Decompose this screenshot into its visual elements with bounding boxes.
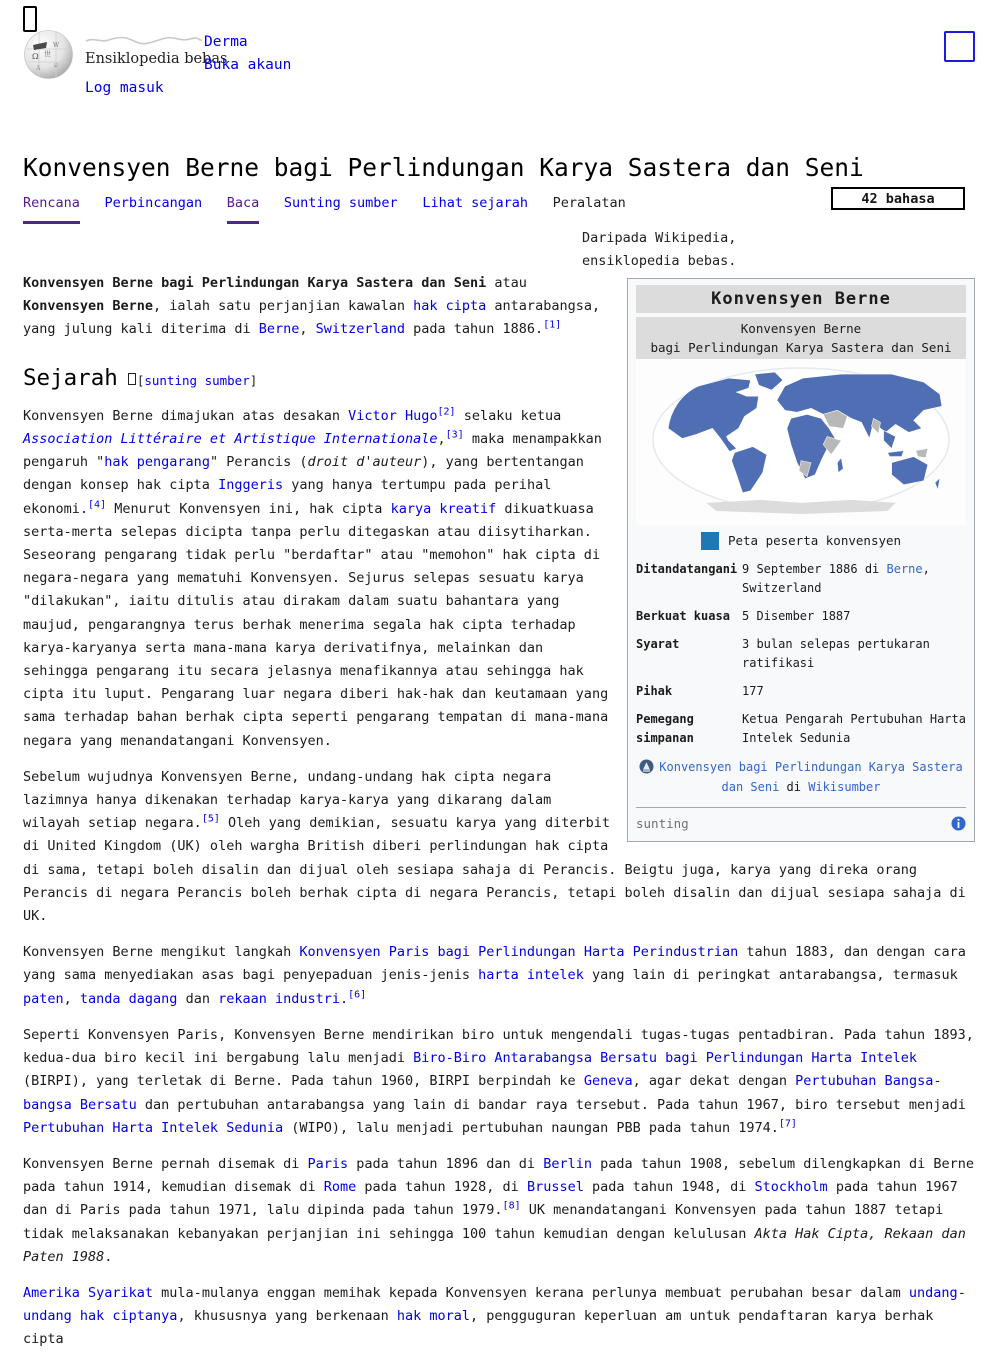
reference-link[interactable]: [5]: [201, 813, 220, 825]
infobox-row-label: Pemegang simpanan: [636, 712, 694, 745]
reference-link[interactable]: [4]: [88, 499, 107, 511]
from-wikipedia-line2: ensiklopedia bebas.: [582, 253, 737, 269]
text-emphasis: droit d'auteur: [307, 454, 422, 471]
wiki-link[interactable]: Pertubuhan Bangsa-bangsa Bersatu: [23, 1073, 942, 1113]
wiki-link[interactable]: hak moral: [396, 1308, 471, 1325]
wiki-link[interactable]: Pertubuhan Harta Intelek Sedunia: [23, 1119, 284, 1136]
infobox-subtitle-line1: Konvensyen Berne: [740, 321, 862, 336]
infobox-row-value: 9 September 1886 di Berne, Switzerland: [742, 562, 930, 595]
wikisource-links: Konvensyen bagi Perlindungan Karya Sastera dan Seni di Wikisumber: [659, 760, 963, 794]
infobox-row-value: Ketua Pengarah Pertubuhan Harta Intelek Sedunia: [742, 712, 966, 745]
map-image-wrap: [636, 359, 966, 525]
wiki-link[interactable]: rekaan industri: [218, 990, 341, 1007]
search-box[interactable]: [944, 31, 975, 62]
tab-sunting-sumber[interactable]: Sunting sumber: [283, 195, 398, 211]
wiki-link[interactable]: Geneva: [583, 1073, 633, 1090]
wiki-link[interactable]: Rome: [323, 1179, 357, 1196]
infobox-row-value: 3 bulan selepas pertukaran ratifikasi: [742, 637, 930, 670]
legend-label: Peta peserta konvensyen: [727, 533, 902, 548]
legend-swatch: [701, 532, 719, 550]
wikisource-link-line: [638, 757, 964, 797]
tab-perbincangan[interactable]: Perbincangan: [104, 195, 203, 211]
wiki-link[interactable]: hak pengarang: [104, 454, 210, 471]
wiki-link[interactable]: paten: [23, 990, 64, 1007]
wiki-link[interactable]: harta intelek: [478, 967, 584, 984]
article-content: [23, 272, 975, 1352]
section-edit-link[interactable]: [137, 373, 257, 388]
infobox-row-label: Pihak: [636, 684, 673, 698]
reference-link[interactable]: [7]: [778, 1118, 797, 1130]
tab-peralatan[interactable]: Peralatan: [552, 195, 626, 211]
infobox-row: [636, 710, 966, 748]
tab-rencana[interactable]: Rencana: [23, 195, 80, 224]
edit-bracket: [: [136, 372, 145, 388]
wiki-link[interactable]: Amerika Syarikat: [23, 1284, 154, 1301]
infobox-row-value: 177: [742, 684, 764, 698]
svg-text:Ω: Ω: [32, 52, 39, 61]
world-map-image[interactable]: [650, 366, 952, 517]
infobox-footer: [636, 807, 966, 837]
wiki-link[interactable]: Association Littéraire et Artistique Internationale: [23, 431, 438, 448]
text-emphasis: Konvensyen Berne: [23, 298, 154, 315]
infobox-row: [636, 560, 966, 598]
svg-text:А: А: [36, 65, 41, 72]
language-count-button[interactable]: 42 bahasa: [831, 187, 965, 210]
text-emphasis: Konvensyen Berne bagi Perlindungan Karya Sastera dan Seni: [23, 275, 487, 291]
create-account-link[interactable]: Buka akaun: [204, 57, 292, 73]
article: [0, 153, 1000, 1352]
info-icon[interactable]: [951, 816, 966, 831]
svg-text:世: 世: [44, 50, 51, 58]
edit-bracket: ]: [249, 372, 258, 388]
paragraph: Amerika Syarikat mula-mulanya enggan memihak kepada Konvensyen kerana perlunya membuat perubahan besar dalam undang-undang hak ciptanya, khususnya yang berkenaan hak moral, pengguguran keperluan am untuk pendaftaran karya berhak cipta: [23, 1284, 966, 1348]
paragraph: Konvensyen Berne bagi Perlindungan Karya Sastera dan Seni atau Konvensyen Berne, ialah satu perjanjian kawalan hak cipta antarabangsa, yang julung kali diterima di Berne, Switzerland pada tahun 1886.[1]: [23, 275, 601, 338]
reference-link[interactable]: [3]: [445, 429, 464, 441]
wikipedia-wordmark: [84, 32, 204, 48]
paragraph: Sebelum wujudnya Konvensyen Berne, undang-undang hak cipta negara lazimnya hanya dikenakan terhadap karya-karya yang dikarang dalam wilayah setiap negara.[5] Oleh yang demikian, sesuatu karya yang diterbit di United Kingdom (UK) oleh wargha British diberi perlindungan hak cipta di sama, tetapi boleh disalin dan dijual oleh sesiapa sahaja di Perancis. Beigtu juga, karya yang direka orang Perancis di negara Perancis boleh berhak cipta di negara Perancis, tetapi boleh disalin dan dijual sesiapa sahaja di UK.: [23, 768, 966, 925]
wiki-link[interactable]: Konvensyen Paris bagi Perlindungan Harta Perindustrian: [299, 944, 739, 961]
svg-text:W: W: [53, 42, 60, 49]
wiki-link[interactable]: Wikisumber: [808, 780, 881, 794]
infobox-row-label: Syarat: [636, 637, 680, 651]
infobox-row: [636, 607, 966, 626]
infobox-edit-link[interactable]: sunting: [636, 816, 689, 831]
paragraph: Konvensyen Berne dimajukan atas desakan Victor Hugo[2] selaku ketua Association Littéraire et Artistique Internationale,[3] maka menampakkan pengaruh "hak pengarang" Perancis (droit d'auteur), yang bertentangan dengan konsep hak cipta Inggeris yang hanya tertumpu pada perihal ekonomi.[4] Menurut Konvensyen ini, hak cipta karya kreatif dikuatkuasa serta-merta selepas dicipta tanpa perlu ditegaskan atau diisytiharkan. Seseorang pengarang tidak perlu "berdaftar" atau "memohon" hak cipta di negara-negara yang mematuhi Konvensyen. Sejurus selepas sesuatu karya "dilakukan", iaitu ditulis atau dirakam dalam suatu bahantara yang maujud, pengarangnya terus berhak menerima segala hak cipta terhadap karya-karyanya serta mana-mana karya derivatifnya, melainkan dan sehingga pengarang itu secara jelasnya menafikannya atau sehingga hak cipta itu luput. Pengarang luar negara diberi hak-hak dan keutamaan yang sama terhadap bahan berhak cipta seperti pengarang tempatan di mana-mana negara yang menandatangani Konvensyen.: [23, 406, 609, 749]
wiki-link[interactable]: Berne: [258, 321, 300, 338]
tab-lihat-sejarah[interactable]: Lihat sejarah: [422, 195, 528, 211]
article-tab-bar: [23, 192, 975, 225]
wiki-link[interactable]: Inggeris: [218, 477, 284, 494]
reference-link[interactable]: [2]: [437, 406, 456, 418]
login-link[interactable]: Log masuk: [85, 80, 164, 96]
text-emphasis: Akta Hak Cipta, Rekaan dan Paten 1988: [23, 1225, 966, 1265]
from-wikipedia-line1: Daripada Wikipedia,: [582, 230, 737, 246]
wiki-link[interactable]: Biro-Biro Antarabangsa Bersatu bagi Perlindungan Harta Intelek: [413, 1050, 918, 1067]
tab-baca[interactable]: Baca: [227, 195, 260, 224]
infobox-subtitle: [636, 317, 966, 359]
infobox: [627, 278, 975, 842]
wiki-link[interactable]: Konvensyen bagi Perlindungan Karya Sastera dan Seni: [659, 760, 963, 794]
paragraph: Seperti Konvensyen Paris, Konvensyen Berne mendirikan biro untuk mengendali tugas-tugas pentadbiran. Pada tahun 1893, kedua-dua biro kecil ini bergabung lalu menjadi Biro-Biro Antarabangsa Bersatu bagi Perlindungan Harta Intelek (BIRPI), yang terletak di Berne. Pada tahun 1960, BIRPI berpindah ke Geneva, agar dekat dengan Pertubuhan Bangsa-bangsa Bersatu dan pertubuhan antarabangsa yang lain di bandar raya tersebut. Pada tahun 1967, biro tersebut menjadi Pertubuhan Harta Intelek Sedunia (WIPO), lalu menjadi pertubuhan naungan PBB pada tahun 1974.[7]: [23, 1026, 974, 1136]
wiki-link[interactable]: hak cipta: [413, 298, 487, 315]
infobox-title: Konvensyen Berne: [636, 285, 966, 313]
donate-link[interactable]: Derma: [204, 34, 248, 50]
infobox-row: [636, 682, 966, 701]
svg-text:ש: ש: [54, 62, 59, 69]
wiki-link[interactable]: Berlin: [543, 1155, 592, 1172]
edit-icon: [128, 373, 136, 385]
wiki-link[interactable]: Paris: [307, 1155, 349, 1172]
wiki-link[interactable]: Victor Hugo: [348, 407, 438, 424]
paragraph: Konvensyen Berne pernah disemak di Paris pada tahun 1896 dan di Berlin pada tahun 1908, sebelum dilengkapkan di Berne pada tahun 1914, kemudian disemak di Rome pada tahun 1928, di Brussel pada tahun 1948, di Stockholm pada tahun 1967 dan di Paris pada tahun 1971, lalu dipinda pada tahun 1979.[8] UK menandatangani Konvensyen pada tahun 1887 tetapi tidak melaksanakan kebanyakan perjanjian ini sehingga 100 tahun kemudian dengan kelulusan Akta Hak Cipta, Rekaan dan Paten 1988.: [23, 1155, 974, 1265]
wiki-link[interactable]: tanda dagang: [79, 990, 178, 1007]
wiki-link[interactable]: undang-undang hak ciptanya: [23, 1284, 966, 1325]
wiki-link[interactable]: Switzerland: [315, 321, 406, 338]
map-legend: [636, 531, 966, 550]
infobox-row-label: Ditandatangani: [636, 562, 738, 576]
wiki-link[interactable]: karya kreatif: [390, 500, 497, 517]
wiki-link[interactable]: Berne: [886, 562, 923, 576]
reference-link[interactable]: [8]: [502, 1200, 521, 1212]
edit-link-label[interactable]: sunting sumber: [144, 372, 250, 388]
paragraph: Konvensyen Berne mengikut langkah Konvensyen Paris bagi Perlindungan Harta Perindustrian tahun 1883, dan dengan cara yang sama menyediakan asas bagi penyepaduan jenis-jenis harta intelek yang lain di peringkat antarabangsa, termasuk paten, tanda dagang dan rekaan industri.[6]: [23, 944, 966, 1007]
reference-link[interactable]: [6]: [348, 989, 367, 1001]
infobox-row-label: Berkuat kuasa: [636, 609, 730, 623]
site-header: [0, 0, 1000, 140]
section-heading-text: Sejarah: [23, 364, 118, 391]
wikipedia-logo[interactable]: [23, 29, 74, 80]
wiki-link[interactable]: Brussel: [526, 1179, 584, 1196]
infobox-row-value: 5 Disember 1887: [742, 609, 851, 623]
page-title: Konvensyen Berne bagi Perlindungan Karya Sastera dan Seni: [23, 153, 864, 182]
wiki-link[interactable]: Stockholm: [754, 1179, 828, 1196]
from-wikipedia-note: [582, 227, 736, 273]
site-tagline: Ensiklopedia bebas: [85, 51, 228, 67]
wikisource-icon: [639, 759, 654, 774]
infobox-row: [636, 635, 966, 673]
infobox-subtitle-line2: bagi Perlindungan Karya Sastera dan Seni: [650, 340, 952, 355]
reference-link[interactable]: [1]: [543, 319, 562, 331]
